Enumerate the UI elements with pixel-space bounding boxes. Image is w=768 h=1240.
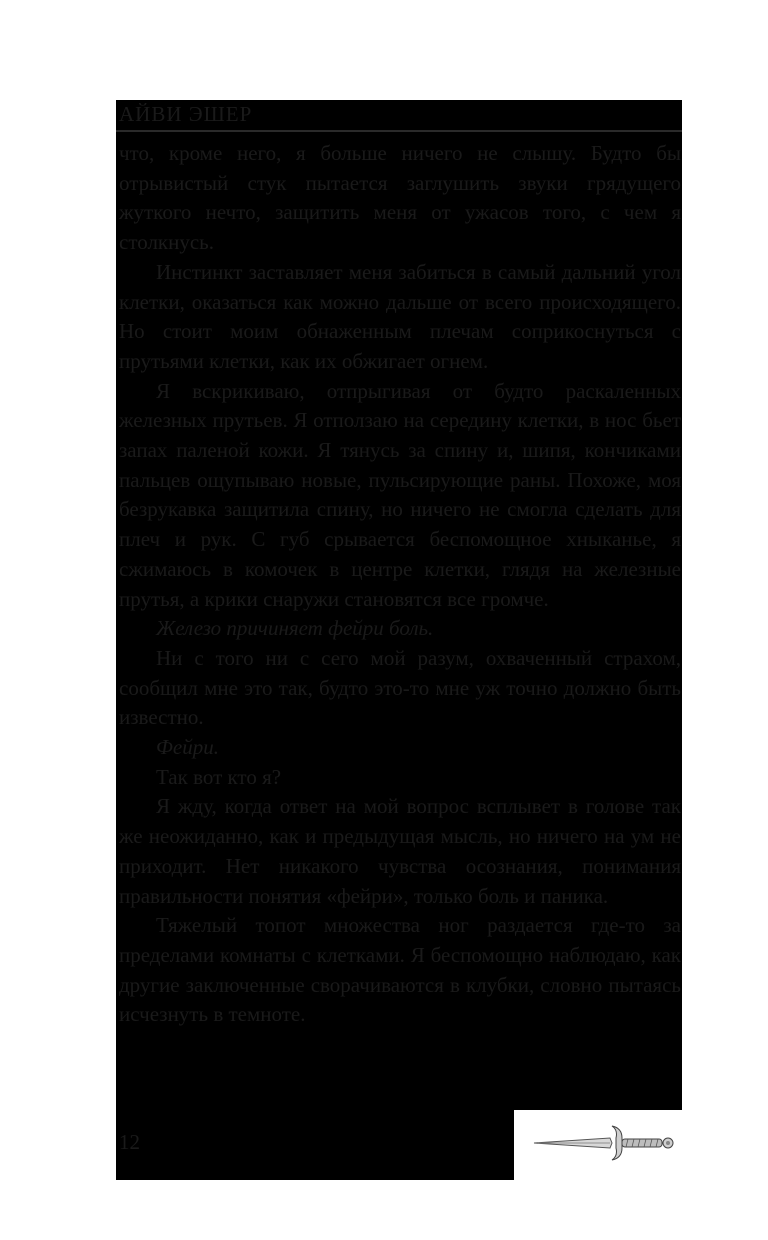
paragraph: Я вскрикиваю, отпрыгивая от будто раскаленных железных прутьев. Я отползаю на середину клетки, в нос бьет запах паленой кожи. Я тянусь за спину и, шипя, кончиками пальцев ощупываю новые, пульсирующие раны. Похоже, моя безрукавка защитила спину, но ничего не смогла сделать для плеч и рук. С губ срывается беспомощное хныканье, я сжимаюсь в комочек в центре клетки, глядя на железные прутья, а крики снаружи становятся все громче. [119,378,681,611]
ornament-panel [514,1110,682,1180]
page-number: 12 [119,1130,140,1154]
dagger-ornament-icon [532,1118,682,1168]
header-rule [116,130,682,132]
italic-paragraph: Фейри. [156,735,219,760]
paragraph: Ни с того ни с сего мой разум, охваченный страхом, сообщил мне это так, будто это-то мне уж точно должно быть известно. [119,645,681,730]
paragraph: Так вот кто я? [156,764,282,789]
paragraph: что, кроме него, я больше ничего не слышу. Будто бы отрывистый стук пытается заглушить звуки грядущего жуткого нечто, защитить меня от ужасов того, с чем я столкнусь. [119,141,681,255]
paragraph: Тяжелый топот множества ног раздается где-то за пределами комнаты с клетками. Я беспомощно наблюдаю, как другие заключенные сворачиваются в клубки, словно пытаясь исчезнуть в темноте. [119,913,681,1027]
running-title: АЙВИ ЭШЕР [119,102,253,126]
italic-paragraph: Железо причиняет фейри боль. [156,616,434,641]
text-block [116,100,682,1180]
paragraph: Инстинкт заставляет меня забиться в самый дальний угол клетки, оказаться как можно дальше от всего происходящего. Но стоит моим обнаженным плечам соприкоснуться с прутьями клетки, как их обжигает огнем. [119,259,681,373]
body-text [119,139,681,1030]
paragraph: Я жду, когда ответ на мой вопрос всплывет в голове так же неожиданно, как и предыдущая мысль, но ничего на ум не приходит. Нет никакого чувства осознания, понимания правильности понятия «фейри», только боль и паника. [119,794,681,908]
